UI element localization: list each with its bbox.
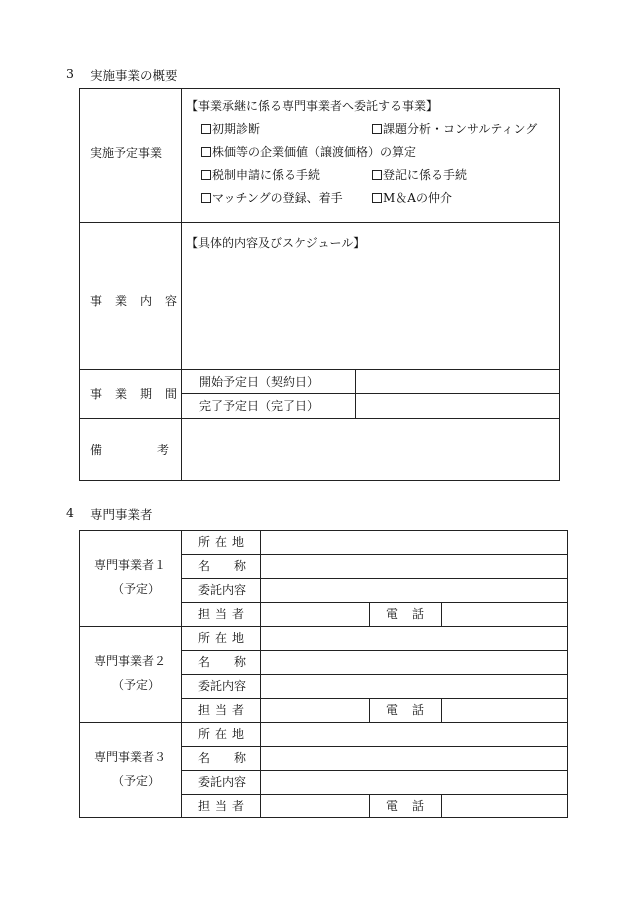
person-field[interactable] xyxy=(261,603,368,625)
end-date-field[interactable] xyxy=(356,394,559,417)
business-content-label: 事業内容 xyxy=(90,294,191,308)
provider-note: （予定） xyxy=(112,774,161,788)
provider-note: （予定） xyxy=(112,678,161,692)
checkbox[interactable] xyxy=(201,124,211,134)
name-label-part2: 称 xyxy=(234,559,247,573)
person-field[interactable] xyxy=(261,795,368,817)
checkbox[interactable] xyxy=(372,193,382,203)
business-content-subheading: 【具体的内容及びスケジュール】 xyxy=(186,236,366,250)
checkbox[interactable] xyxy=(372,124,382,134)
name-label-part1: 名 xyxy=(198,655,211,669)
entrust-label: 委託内容 xyxy=(198,679,247,693)
phone-label-part2: 話 xyxy=(412,799,425,813)
checkbox-item-ma-brokerage[interactable]: M＆Aの仲介 xyxy=(372,191,452,205)
phone-field[interactable] xyxy=(442,603,567,625)
business-period-label: 事業期間 xyxy=(90,387,191,401)
planned-business-label: 実施予定事業 xyxy=(90,146,163,160)
person-field[interactable] xyxy=(261,699,368,721)
checkbox-item-valuation[interactable]: 株価等の企業価値（譲渡価格）の算定 xyxy=(201,145,416,159)
name-field[interactable] xyxy=(261,651,567,673)
provider-name: 専門事業者３ xyxy=(94,750,167,764)
name-label-part2: 称 xyxy=(234,655,247,669)
phone-label-part1: 電 xyxy=(386,703,399,717)
entrust-field[interactable] xyxy=(261,771,567,793)
address-field[interactable] xyxy=(261,627,567,649)
provider-name: 専門事業者１ xyxy=(94,558,167,572)
phone-label-part2: 話 xyxy=(412,703,425,717)
phone-column-divider xyxy=(369,794,370,818)
person-label: 担当者 xyxy=(198,703,250,717)
address-label: 所在地 xyxy=(198,631,250,645)
remarks-label-part1: 備 xyxy=(90,443,103,457)
section4-heading: 専門事業者 xyxy=(90,507,153,522)
person-label: 担当者 xyxy=(198,607,250,621)
name-label-part1: 名 xyxy=(198,751,211,765)
provider-name: 専門事業者２ xyxy=(94,654,167,668)
section3-number: 3 xyxy=(66,66,74,81)
checkbox[interactable] xyxy=(201,193,211,203)
address-field[interactable] xyxy=(261,723,567,745)
entrust-field[interactable] xyxy=(261,675,567,697)
name-field[interactable] xyxy=(261,555,567,577)
remarks-field[interactable] xyxy=(182,419,559,480)
checkbox[interactable] xyxy=(201,147,211,157)
address-label: 所在地 xyxy=(198,727,250,741)
end-date-label: 完了予定日（完了日） xyxy=(199,399,320,413)
phone-column-divider xyxy=(369,602,370,626)
checkbox-item-initial-diagnosis[interactable]: 初期診断 xyxy=(201,122,260,136)
business-content-field[interactable] xyxy=(182,253,559,368)
phone-label-part2: 話 xyxy=(412,607,425,621)
address-label: 所在地 xyxy=(198,535,250,549)
checkbox-item-matching[interactable]: マッチングの登録、着手 xyxy=(201,191,343,205)
checkbox[interactable] xyxy=(201,170,211,180)
row-divider xyxy=(79,222,560,223)
address-field[interactable] xyxy=(261,531,567,553)
checkbox-item-consulting[interactable]: 課題分析・コンサルティング xyxy=(372,122,537,136)
entrust-field[interactable] xyxy=(261,579,567,601)
name-label-part1: 名 xyxy=(198,559,211,573)
start-date-field[interactable] xyxy=(356,370,559,393)
remarks-label-part2: 考 xyxy=(157,443,170,457)
phone-field[interactable] xyxy=(442,699,567,721)
person-label: 担当者 xyxy=(198,799,250,813)
phone-label-part1: 電 xyxy=(386,607,399,621)
start-date-label: 開始予定日（契約日） xyxy=(199,375,320,389)
provider-note: （予定） xyxy=(112,582,161,596)
planned-business-subheading: 【事業承継に係る専門事業者へ委託する事業】 xyxy=(186,99,439,113)
checkbox-item-registration[interactable]: 登記に係る手続 xyxy=(372,168,467,182)
entrust-label: 委託内容 xyxy=(198,583,247,597)
entrust-label: 委託内容 xyxy=(198,775,247,789)
phone-field[interactable] xyxy=(442,795,567,817)
checkbox-item-tax-application[interactable]: 税制申請に係る手続 xyxy=(201,168,320,182)
name-field[interactable] xyxy=(261,747,567,769)
section3-heading: 実施事業の概要 xyxy=(90,68,178,83)
section4-number: 4 xyxy=(66,505,74,520)
checkbox[interactable] xyxy=(372,170,382,180)
name-label-part2: 称 xyxy=(234,751,247,765)
phone-column-divider xyxy=(369,698,370,722)
phone-label-part1: 電 xyxy=(386,799,399,813)
